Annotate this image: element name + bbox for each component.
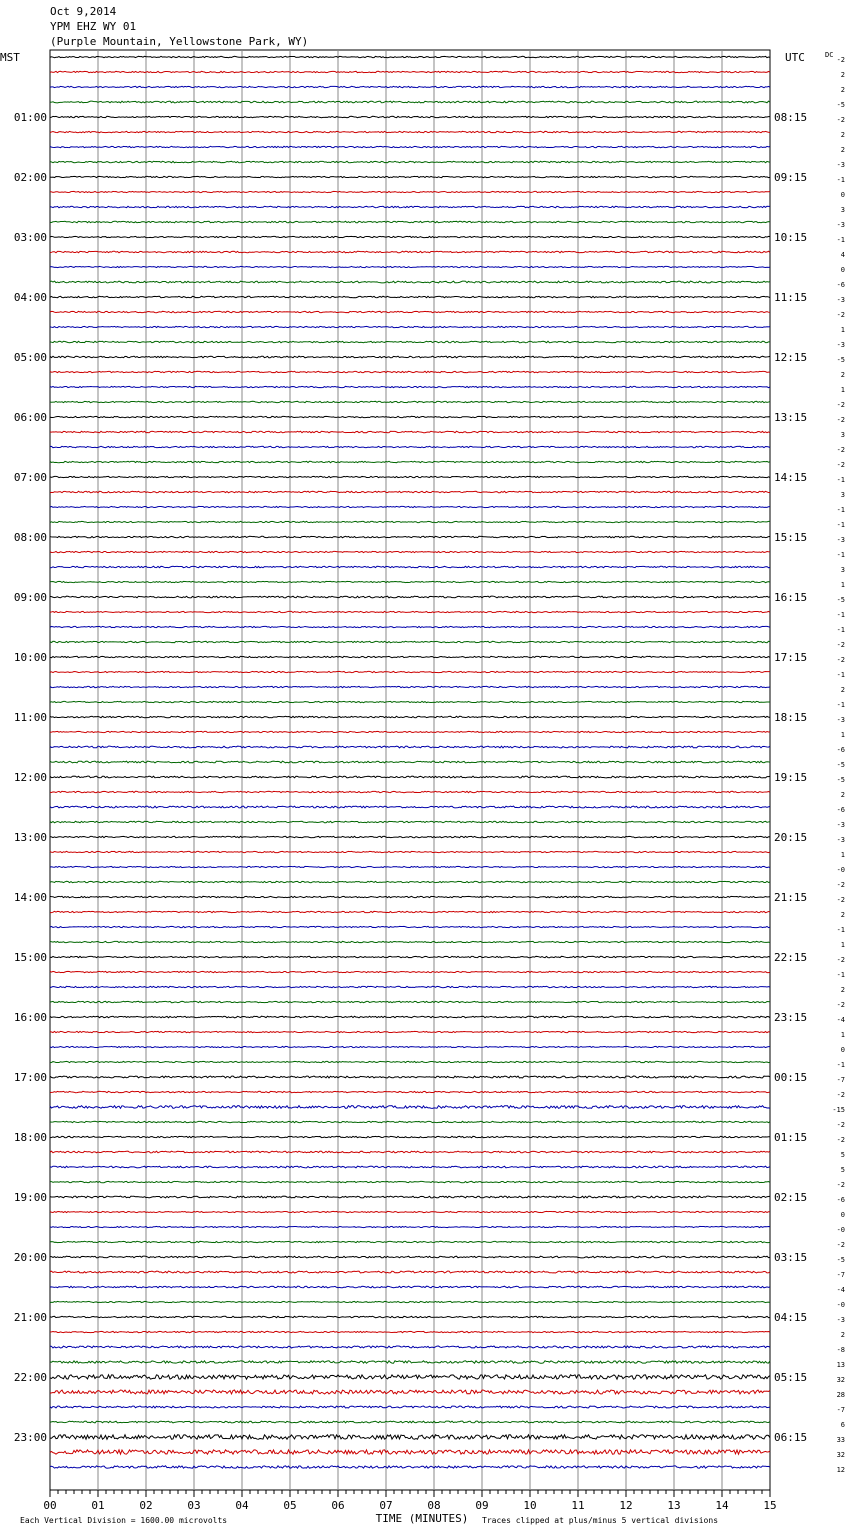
seismic-trace <box>50 716 770 718</box>
seismic-trace <box>50 1166 770 1168</box>
dc-offset-label: -1 <box>836 971 845 979</box>
seismic-trace <box>50 986 770 987</box>
dc-offset-label: -1 <box>836 701 845 709</box>
seismic-trace <box>50 71 770 72</box>
right-hour-label: 17:15 <box>774 651 808 664</box>
x-tick-label: 14 <box>715 1499 729 1512</box>
seismic-trace <box>50 1121 770 1122</box>
seismic-trace <box>50 1421 770 1423</box>
dc-column-label: DC <box>825 51 834 59</box>
left-hour-label: 23:00 <box>13 1431 47 1444</box>
dc-offset-label: 2 <box>840 86 845 94</box>
right-hour-label: 18:15 <box>774 711 808 724</box>
x-tick-label: 11 <box>571 1499 585 1512</box>
left-hour-label: 10:00 <box>13 651 47 664</box>
dc-offset-label: -7 <box>836 1076 845 1084</box>
right-timezone-label: UTC <box>785 51 805 64</box>
dc-offset-label: -3 <box>836 716 845 724</box>
left-hour-label: 16:00 <box>13 1011 47 1024</box>
dc-offset-label: 3 <box>840 431 845 439</box>
dc-offset-label: -5 <box>836 101 845 109</box>
seismic-trace <box>50 326 770 327</box>
seismic-trace <box>50 551 770 552</box>
seismic-trace <box>50 1346 770 1348</box>
seismic-trace <box>50 131 770 132</box>
dc-offset-label: 2 <box>840 131 845 139</box>
left-hour-label: 08:00 <box>13 531 47 544</box>
dc-offset-label: -2 <box>836 656 845 664</box>
seismic-trace <box>50 1286 770 1288</box>
seismic-trace <box>50 266 770 267</box>
dc-offset-label: 1 <box>840 326 845 334</box>
dc-offset-label: -3 <box>836 341 845 349</box>
x-tick-label: 01 <box>91 1499 105 1512</box>
chart-date: Oct 9,2014 <box>50 5 117 18</box>
dc-offset-label: -4 <box>836 1016 845 1024</box>
seismic-trace <box>50 341 770 343</box>
seismic-trace <box>50 881 770 882</box>
right-hour-label: 20:15 <box>774 831 808 844</box>
seismic-trace <box>50 386 770 387</box>
dc-offset-label: -3 <box>836 821 845 829</box>
dc-offset-label: -2 <box>836 116 845 124</box>
x-tick-label: 09 <box>475 1499 489 1512</box>
seismic-trace <box>50 206 770 207</box>
dc-offset-label: -3 <box>836 221 845 229</box>
left-hour-label: 20:00 <box>13 1251 47 1264</box>
seismic-trace <box>50 161 770 163</box>
left-hour-label: 12:00 <box>13 771 47 784</box>
right-hour-label: 08:15 <box>774 111 808 124</box>
seismic-trace <box>50 1316 770 1317</box>
x-tick-label: 07 <box>379 1499 393 1512</box>
right-hour-label: 01:15 <box>774 1131 808 1144</box>
dc-offset-label: 33 <box>836 1436 845 1444</box>
dc-offset-label: 32 <box>836 1451 845 1459</box>
left-hour-label: 04:00 <box>13 291 47 304</box>
x-tick-label: 15 <box>763 1499 777 1512</box>
dc-offset-label: -1 <box>836 1061 845 1069</box>
left-hour-label: 07:00 <box>13 471 47 484</box>
dc-offset-label: -2 <box>836 56 845 64</box>
seismic-trace <box>50 1450 770 1454</box>
dc-offset-label: 5 <box>840 1151 845 1159</box>
seismic-trace <box>50 1256 770 1258</box>
left-hour-label: 03:00 <box>13 231 47 244</box>
dc-offset-label: -1 <box>836 176 845 184</box>
seismic-trace <box>50 1331 770 1332</box>
seismic-trace <box>50 356 770 358</box>
dc-offset-label: 1 <box>840 581 845 589</box>
seismic-trace <box>50 1046 770 1047</box>
dc-offset-label: -6 <box>836 281 845 289</box>
dc-offset-label: 5 <box>840 1166 845 1174</box>
dc-offset-label: -2 <box>836 401 845 409</box>
right-hour-label: 23:15 <box>774 1011 808 1024</box>
dc-offset-label: -2 <box>836 881 845 889</box>
seismic-trace <box>50 461 770 462</box>
left-hour-label: 21:00 <box>13 1311 47 1324</box>
x-tick-label: 08 <box>427 1499 441 1512</box>
dc-offset-label: 2 <box>840 146 845 154</box>
seismic-trace <box>50 56 770 57</box>
seismic-trace <box>50 251 770 253</box>
dc-offset-label: 3 <box>840 566 845 574</box>
left-hour-label: 22:00 <box>13 1371 47 1384</box>
left-hour-label: 09:00 <box>13 591 47 604</box>
right-hour-label: 16:15 <box>774 591 808 604</box>
dc-offset-label: -3 <box>836 536 845 544</box>
footer-scale-note: Each Vertical Division = 1600.00 microvolts <box>20 1516 228 1525</box>
seismic-trace <box>50 1106 770 1109</box>
seismic-trace <box>50 536 770 538</box>
seismic-trace <box>50 851 770 852</box>
right-hour-label: 05:15 <box>774 1371 808 1384</box>
dc-offset-label: 0 <box>840 1046 845 1054</box>
seismic-trace <box>50 1361 770 1364</box>
seismic-trace <box>50 431 770 432</box>
dc-offset-label: 1 <box>840 731 845 739</box>
x-axis-label: TIME (MINUTES) <box>375 1512 469 1525</box>
seismic-trace <box>50 236 770 237</box>
seismic-trace <box>50 1435 770 1440</box>
x-tick-label: 03 <box>187 1499 201 1512</box>
seismic-trace <box>50 671 770 672</box>
seismic-trace <box>50 221 770 223</box>
dc-offset-label: 2 <box>840 371 845 379</box>
dc-offset-label: -2 <box>836 446 845 454</box>
right-hour-label: 06:15 <box>774 1431 808 1444</box>
dc-offset-label: -0 <box>836 866 845 874</box>
dc-offset-label: -2 <box>836 896 845 904</box>
seismic-trace <box>50 1466 770 1468</box>
dc-offset-label: -1 <box>836 521 845 529</box>
seismic-trace <box>50 746 770 748</box>
dc-offset-label: 2 <box>840 791 845 799</box>
right-hour-label: 12:15 <box>774 351 808 364</box>
x-tick-label: 13 <box>667 1499 681 1512</box>
right-hour-label: 00:15 <box>774 1071 808 1084</box>
seismic-trace <box>50 821 770 822</box>
dc-offset-label: 2 <box>840 1331 845 1339</box>
seismic-trace <box>50 776 770 778</box>
left-timezone-label: MST <box>0 51 20 64</box>
right-hour-label: 09:15 <box>774 171 808 184</box>
dc-offset-label: 28 <box>836 1391 845 1399</box>
station-location: (Purple Mountain, Yellowstone Park, WY) <box>50 35 309 48</box>
left-hour-label: 13:00 <box>13 831 47 844</box>
x-tick-label: 04 <box>235 1499 249 1512</box>
seismic-trace <box>50 1001 770 1002</box>
right-hour-label: 13:15 <box>774 411 808 424</box>
left-hour-label: 11:00 <box>13 711 47 724</box>
seismic-trace <box>50 146 770 147</box>
left-hour-label: 15:00 <box>13 951 47 964</box>
seismic-trace <box>50 311 770 312</box>
left-hour-label: 01:00 <box>13 111 47 124</box>
dc-offset-label: -5 <box>836 356 845 364</box>
seismic-trace <box>50 446 770 447</box>
dc-offset-label: 12 <box>836 1466 845 1474</box>
station-code: YPM EHZ WY 01 <box>50 20 137 33</box>
dc-offset-label: -3 <box>836 296 845 304</box>
dc-offset-label: 3 <box>840 206 845 214</box>
dc-offset-label: 2 <box>840 71 845 79</box>
seismic-trace <box>50 971 770 972</box>
seismic-trace <box>50 1016 770 1018</box>
dc-offset-label: -6 <box>836 806 845 814</box>
seismic-trace <box>50 866 770 867</box>
dc-offset-label: -2 <box>836 461 845 469</box>
x-tick-label: 06 <box>331 1499 345 1512</box>
x-tick-label: 02 <box>139 1499 153 1512</box>
right-hour-label: 02:15 <box>774 1191 808 1204</box>
dc-offset-label: 2 <box>840 911 845 919</box>
dc-offset-label: -2 <box>836 1001 845 1009</box>
dc-offset-label: 0 <box>840 191 845 199</box>
seismic-trace <box>50 1181 770 1182</box>
right-hour-label: 03:15 <box>774 1251 808 1264</box>
seismic-trace <box>50 1196 770 1198</box>
seismic-trace <box>50 476 770 477</box>
dc-offset-label: -0 <box>836 1226 845 1234</box>
dc-offset-label: 3 <box>840 491 845 499</box>
right-hour-label: 04:15 <box>774 1311 808 1324</box>
dc-offset-label: 2 <box>840 986 845 994</box>
seismic-trace <box>50 101 770 103</box>
seismic-trace <box>50 641 770 642</box>
dc-offset-label: -2 <box>836 1241 845 1249</box>
seismic-trace <box>50 1241 770 1242</box>
seismic-trace <box>50 701 770 702</box>
seismic-trace <box>50 806 770 808</box>
right-hour-label: 11:15 <box>774 291 808 304</box>
seismic-trace <box>50 1211 770 1212</box>
right-hour-label: 15:15 <box>774 531 808 544</box>
dc-offset-label: -7 <box>836 1271 845 1279</box>
left-hour-label: 17:00 <box>13 1071 47 1084</box>
seismic-trace <box>50 116 770 117</box>
seismic-trace <box>50 371 770 372</box>
seismic-trace <box>50 1226 770 1227</box>
x-tick-label: 12 <box>619 1499 633 1512</box>
seismic-trace <box>50 581 770 582</box>
dc-offset-label: -5 <box>836 596 845 604</box>
dc-offset-label: -15 <box>832 1106 845 1114</box>
dc-offset-label: -3 <box>836 836 845 844</box>
seismic-trace <box>50 596 770 598</box>
dc-offset-label: -2 <box>836 641 845 649</box>
x-tick-label: 10 <box>523 1499 537 1512</box>
seismic-trace <box>50 941 770 942</box>
dc-offset-label: 1 <box>840 851 845 859</box>
dc-offset-label: 32 <box>836 1376 845 1384</box>
dc-offset-label: -5 <box>836 776 845 784</box>
right-hour-label: 14:15 <box>774 471 808 484</box>
footer-clip-note: Traces clipped at plus/minus 5 vertical divisions <box>482 1516 719 1525</box>
left-hour-label: 05:00 <box>13 351 47 364</box>
dc-offset-label: 6 <box>840 1421 845 1429</box>
seismic-trace <box>50 1271 770 1273</box>
dc-offset-label: -6 <box>836 1196 845 1204</box>
seismic-trace <box>50 1375 770 1379</box>
right-hour-label: 19:15 <box>774 771 808 784</box>
left-hour-label: 14:00 <box>13 891 47 904</box>
dc-offset-label: -4 <box>836 1286 845 1294</box>
dc-offset-label: 13 <box>836 1361 845 1369</box>
seismic-trace <box>50 1076 770 1078</box>
dc-offset-label: -5 <box>836 1256 845 1264</box>
dc-offset-label: -1 <box>836 551 845 559</box>
dc-offset-label: -1 <box>836 926 845 934</box>
left-hour-label: 18:00 <box>13 1131 47 1144</box>
right-hour-label: 21:15 <box>774 891 808 904</box>
dc-offset-label: -2 <box>836 1091 845 1099</box>
seismic-trace <box>50 521 770 522</box>
seismic-trace <box>50 491 770 493</box>
left-hour-label: 19:00 <box>13 1191 47 1204</box>
seismic-trace <box>50 626 770 627</box>
dc-offset-label: 0 <box>840 266 845 274</box>
dc-offset-label: -2 <box>836 1121 845 1129</box>
seismic-trace <box>50 656 770 657</box>
dc-offset-label: 1 <box>840 941 845 949</box>
right-hour-label: 22:15 <box>774 951 808 964</box>
dc-offset-label: -7 <box>836 1406 845 1414</box>
seismic-trace <box>50 281 770 283</box>
seismic-trace <box>50 416 770 417</box>
seismic-trace <box>50 791 770 792</box>
dc-offset-label: -3 <box>836 161 845 169</box>
seismic-trace <box>50 506 770 507</box>
x-tick-label: 00 <box>43 1499 57 1512</box>
seismic-trace <box>50 911 770 912</box>
dc-offset-label: 2 <box>840 686 845 694</box>
dc-offset-label: 4 <box>840 251 845 259</box>
x-tick-label: 05 <box>283 1499 297 1512</box>
dc-offset-label: -2 <box>836 1136 845 1144</box>
seismic-trace <box>50 1061 770 1062</box>
dc-offset-label: -6 <box>836 746 845 754</box>
dc-offset-label: -1 <box>836 626 845 634</box>
seismic-trace <box>50 1136 770 1137</box>
seismic-trace <box>50 1390 770 1394</box>
dc-offset-label: -3 <box>836 1316 845 1324</box>
seismic-trace <box>50 761 770 763</box>
seismic-trace <box>50 1301 770 1302</box>
seismic-trace <box>50 296 770 298</box>
right-hour-label: 10:15 <box>774 231 808 244</box>
seismic-trace <box>50 1031 770 1032</box>
seismic-trace <box>50 566 770 567</box>
dc-offset-label: -5 <box>836 761 845 769</box>
seismic-trace <box>50 1091 770 1092</box>
seismic-trace <box>50 956 770 957</box>
dc-offset-label: -1 <box>836 236 845 244</box>
dc-offset-label: -1 <box>836 506 845 514</box>
dc-offset-label: -0 <box>836 1301 845 1309</box>
dc-offset-label: -1 <box>836 476 845 484</box>
seismic-trace <box>50 86 770 87</box>
seismic-trace <box>50 1406 770 1408</box>
seismic-trace <box>50 191 770 192</box>
seismic-trace <box>50 926 770 927</box>
seismic-trace <box>50 611 770 612</box>
seismic-trace <box>50 1151 770 1153</box>
seismic-trace <box>50 176 770 177</box>
dc-offset-label: 1 <box>840 386 845 394</box>
dc-offset-label: 1 <box>840 1031 845 1039</box>
seismic-trace <box>50 731 770 732</box>
dc-offset-label: -2 <box>836 956 845 964</box>
seismic-trace <box>50 896 770 897</box>
dc-offset-label: -2 <box>836 1181 845 1189</box>
seismic-trace <box>50 401 770 402</box>
dc-offset-label: -2 <box>836 311 845 319</box>
left-hour-label: 02:00 <box>13 171 47 184</box>
seismic-trace <box>50 686 770 687</box>
seismic-trace <box>50 836 770 837</box>
dc-offset-label: -1 <box>836 611 845 619</box>
dc-offset-label: -1 <box>836 671 845 679</box>
dc-offset-label: 0 <box>840 1211 845 1219</box>
dc-offset-label: -2 <box>836 416 845 424</box>
left-hour-label: 06:00 <box>13 411 47 424</box>
dc-offset-label: -8 <box>836 1346 845 1354</box>
